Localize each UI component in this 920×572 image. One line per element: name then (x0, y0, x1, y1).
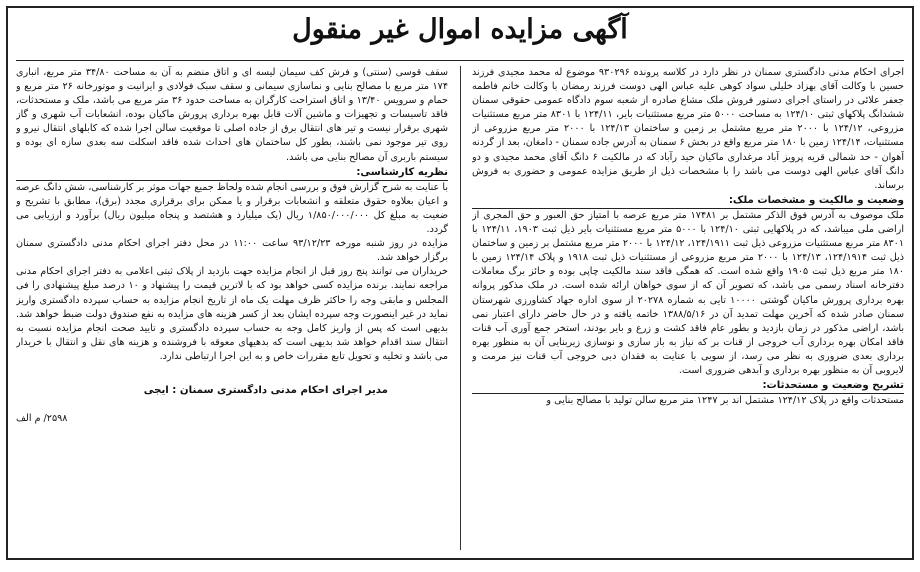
section-heading-expert: نظریه کارشناسی: (16, 166, 448, 181)
section-heading-specs: وضعیت و مالکیت و مشخصات ملک: (472, 194, 904, 209)
auction-notice (6, 6, 914, 560)
signature: مدیر اجرای احکام مدنی دادگستری سمنان : ایجی (143, 384, 388, 396)
notice-title: آگهی مزایده اموال غیر منقول (292, 14, 628, 45)
section-heading-building: تشریح وضعیت و مستحدثات: (472, 379, 904, 394)
building-paragraph: مستحدثات واقع در پلاک ۱۲۴/۱۲ مشتمل اند بر ۱۲۴۷ متر مربع سالن تولید با مصالح بنایی و (546, 395, 904, 407)
right-column (472, 66, 904, 550)
buyers-paragraph: خریداران می توانند پنج روز قبل از انجام مزایده جهت بازدید از پلاک ثبتی اعلامی به دفتر اجرای احکام مدنی مراجعه نمایند. برنده مزایده کسی خواهد بود که با لاترین قیمت را پیشنهاد و ۱۰ درصد مبلغ پیشنهادی را فی المجلس و مابقی وجه را حاکثر ظرف مهلت یک ماه از تاریخ انجام مزایده به حساب سپرده دادگستری واریز نماید در غیر اینصورت وجه سپرده ایشان بعد از کسر هزینه های مزایده به نفع صندوق دولت ضبط خواهد شد. بدیهی است که پس از واریز کامل وجه به حساب سپرده دادگستری و تایید صحت انجام مزایده نسبت به انتقال سند اقدام خواهد شد بدیهی است که بدهیهای معوقه با فروشنده و هزینه های نقل و انتقال با خریدار می باشد و تخلیه و تحویل تابع مقررات خاص و به این اجرا ارتباطی ندارد. (16, 266, 448, 362)
expert-paragraph: با عنایت به شرح گزارش فوق و بررسی انجام شده ولحاظ جمیع جهات موثر بر کارشناسی، شش دانگ عرصه و اعیان بعلاوه حقوق متعلقه و انشعابات برقرار و یا ممکن برای برقراری مجدد (برق)، مطابق با تشریح و ضعیت به مبلغ کل ۱/۸۵۰/۰۰۰/۰۰۰ ریال (یک میلیارد و هشتصد و پنجاه میلیون ریال) برآورد و ارزیابی می گردد. (16, 181, 448, 236)
column-divider (460, 66, 461, 550)
title-divider (16, 60, 904, 61)
building-continued-paragraph: سقف قوسی (سنتی) و فرش کف سیمان لیسه ای و اتاق منضم به آن به مساحت ۳۴/۸۰ متر مربع، انباری ۱۷۴ متر مربع با مصالح بنایی و نماسازی سیمانی و سقف سبک فولادی و ایرانیت و موتورخانه ۲۶ متر مربع و حمام و سرویس ۱۳/۴۰ و اتاق استراحت کارگران به مساحت حدود ۳۶ متر مربع می باشد، ملک و مستحدثات، فاقد تاسیسات و تجهیزات و ماشین آلات قابل بهره برداری پرورش ماکیان بوده، انشعابات آب شهری و گاز شهری برقرار نیست و تیر های انتقال برق از جاده اصلی تا موقعیت سالن اجرا شده که کابلهای انتقال نیرو و روی تیر موجود نمی باشند، بطور کل ساختمان های احداث شده فاقد اسکلت سه بعدی سازه ای بوده و سیستم باربری آن مصالح بنایی می باشد. (16, 67, 448, 163)
specs-paragraph: ملک موصوف به آدرس فوق الذکر مشتمل بر ۱۷۴۸۱ متر مربع عرصه با امتیاز حق العبور و حق المجری از اراضی ملی میباشد، که در پلاکهایی ثبتی ۱۲۴/۱۰ با ۵۰۰۰ متر مربع مستثنیات بایر ذیل ثبت ۱۹۰۳، ۱۲۴/۱۱ با ۸۳۰۱ متر مربع مستثنیات مزروعی ذیل ثبت ۱۲۴/۱۹۱۱، ۱۲۴/۱۲ با ۲۰۰۰ متر مربع مشتمل بر زمین و ساختمان ذیل ثبت ۱۲۴/۱۹۱۴، ۱۲۴/۱۳ با ۲۰۰۰ متر مربع مزروعی از مستثنیات ذیل ثبت ۱۹۱۸ و پلاک ۱۲۴/۱۴ زمین با ۱۸۰ متر مربع ذیل ثبت ۱۹۰۵ واقع شده است. که همگی فاقد سند مالکیت چاپی بوده و حائز برگ معاملات دفترخانه اسناد رسمی می باشد، که تصویر آن که از سوی خواهان ارائه شده است. در ملک مذکور پروانه بهره برداری پرورش ماکیان گوشتی ۱۰۰۰۰ تایی به شماره ۲۰۲۷۸ از سوی اداره جهاد کشاورزی شهرستان سمنان صادر شده که آخرین مهلت تمدید آن در ۱۳۸۸/۵/۱۶ خاتمه یافته و در حال حاضر دارای اعتبار نمی باشد، اراضی مذکور در زمان بازدید و بطور عام فاقد کشت و زرع و بایر بودند، استخر جمع آوری آب قنات فاقد امکان بهره برداری آب خروجی از قنات بر که نیاز به باز سازی و نوسازی زیربنایی آن به منظور بهره برداری بعدی ضروری به نظر می رسد، از سویی با عنایت به فقدان دبی خروجی آب قنات نیز مرمت و لایروبی آن به منظور بهره برداری و آبدهی ضروری است. (472, 209, 904, 376)
reference-number: ۲۵۹۸/ م الف (16, 413, 68, 425)
auction-date-paragraph: مزایده در روز شنبه مورخه ۹۳/۱۲/۲۳ ساعت ۱۱:۰۰ در محل دفتر اجرای احکام مدنی دادگستری سمنان برگزار خواهد شد. (16, 238, 448, 264)
left-column (16, 66, 448, 550)
intro-paragraph: اجرای احکام مدنی دادگستری سمنان در نظر دارد در کلاسه پرونده ۹۳۰۲۹۶ موضوع له محمد مجیدی فرزند حسین با وکالت آقای بهزاد خلیلی سواد کوهی علیه عباس الهی دوست فرزند رمضان با وکالت خانم فاطمه جعفر علائی در راستای اجرای دستور فروش ملک مشاع صادره از شعبه سوم دادگاه عمومی حقوقی سمنان ششدانگ پلاکهای ثبتی ۱۲۴/۱۰ به مساحت ۵۰۰۰ متر مربع مستثنیات بایر، ۱۲۴/۱۱ با ۸۳۰۱ متر مربع مستثنیات مزروعی، ۱۲۴/۱۲ با ۲۰۰۰ متر مربع مشتمل بر زمین و ساختمان ۱۲۴/۱۳ با ۲۰۰۰ متر مربع مزروعی از مستثنیات، ۱۲۴/۱۴ زمین با ۱۸۰ متر مربع واقع در بخش ۶ سمنان به آدرس جاده سمنان - دامغان، بعد از گردنه آهوان - حد شمالی قریه پرویز آباد مرغداری ماکیان حید رآباد که در مالکیت ۶ دانگ آقای محمد مجیدی و دو دانگ آقای عباس الهی دوست می باشد را با مشخصات ذیل از طریق مزایده عمومی و حضوری به فروش برساند. (472, 67, 904, 191)
